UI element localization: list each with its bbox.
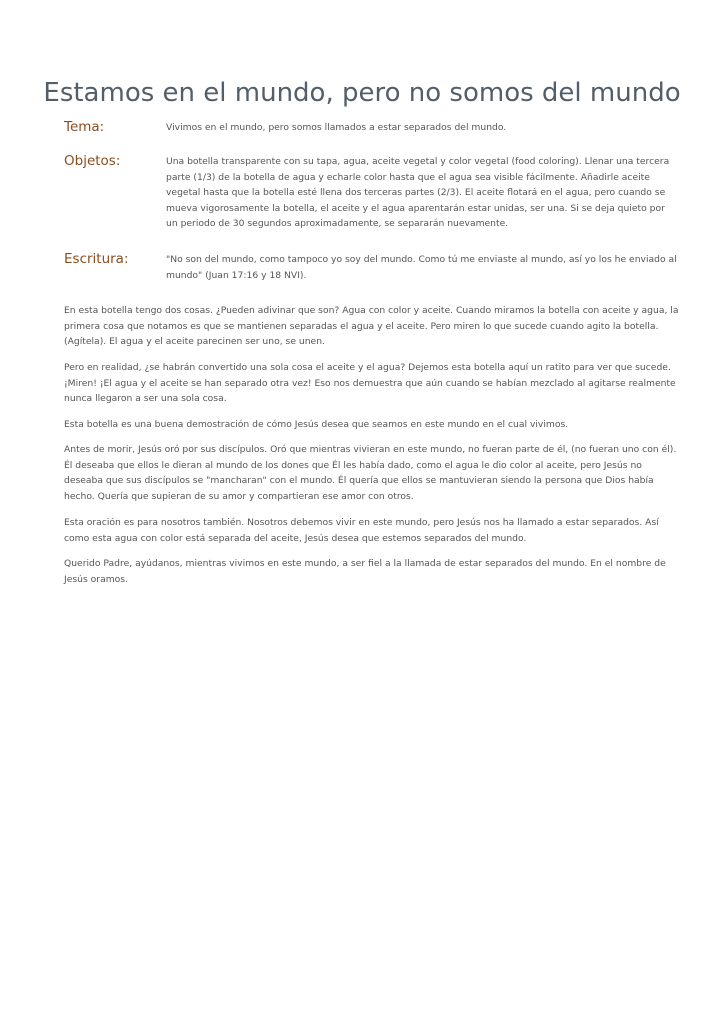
body-paragraph-1: En esta botella tengo dos cosas. ¿Pueden adivinar que son? Agua con color y aceite. Cuando miramos la botella con aceite y agua, la primera cosa que notamos es que se mantienen separadas el agua y el aceite. Pero miren lo que sucede cuando agito la botella. (Agítela). El agua y el aceite parecinen ser uno, se unen.: [64, 305, 679, 348]
escritura-label: Escritura:: [64, 251, 129, 267]
objetos-label: Objetos:: [64, 153, 121, 169]
page-title: Estamos en el mundo, pero no somos del mundo: [43, 78, 681, 108]
objetos-text: Una botella transparente con su tapa, agua, aceite vegetal y color vegetal (food coloring). Llenar una tercera parte (1/3) de la botella de agua y echarle color hasta que el agua sea visible fácilmente. Añadirle aceite vegetal hasta que la botella esté llena dos terceras partes (2/3). El aceite flotará en el agua, pero cuando se mueva vigorosamente la botella, el aceite y el agua aparentarán estar unidas, ser una. Si se deja quieto por un periodo de 30 segundos aproximadamente, se separarán nuevamente.: [166, 156, 670, 230]
tema-label: Tema:: [64, 119, 105, 135]
body-paragraph-6: Querido Padre, ayúdanos, mientras vivimos en este mundo, a ser fiel a la llamada de estar separados del mundo. En el nombre de Jesús oramos.: [64, 558, 666, 585]
body-paragraph-4: Antes de morir, Jesús oró por sus discípulos. Oró que mientras vivieran en este mundo, no fueran parte de él, (no fueran uno con él). Él deseaba que ellos le dieran al mundo de los dones que Él les había dado, como el agua le dio color al aceite, pero Jesús no deseaba que sus discípulos se "mancharan" con el mundo. Él quería que ellos se mantuvieran siendo la persona que Dios había hecho. Quería que supieran de su amor y compartieran ese amor con otros.: [64, 444, 677, 502]
body-paragraph-5: Esta oración es para nosotros también. Nosotros debemos vivir en este mundo, pero Jesús nos ha llamado a estar separados. Así como esta agua con color está separada del aceite, Jesús desea que estemos separados del mundo.: [64, 517, 659, 544]
escritura-text: "No son del mundo, como tampoco yo soy del mundo. Como tú me enviaste al mundo, así yo los he enviado al mundo" (Juan 17:16 y 18 NVI).: [166, 254, 677, 281]
body-paragraph-2: Pero en realidad, ¿se habrán convertido una sola cosa el aceite y el agua? Dejemos esta botella aquí un ratito para ver que sucede. ¡Miren! ¡El agua y el aceite se han separado otra vez! Eso nos demuestra que aún cuando se habían mezclado al agitarse realmente nunca llegaron a ser una sola cosa.: [64, 362, 676, 405]
body-paragraph-3: Esta botella es una buena demostración de cómo Jesús desea que seamos en este mundo en el cual vivimos.: [64, 419, 569, 430]
tema-text: Vivimos en el mundo, pero somos llamados a estar separados del mundo.: [166, 122, 507, 133]
